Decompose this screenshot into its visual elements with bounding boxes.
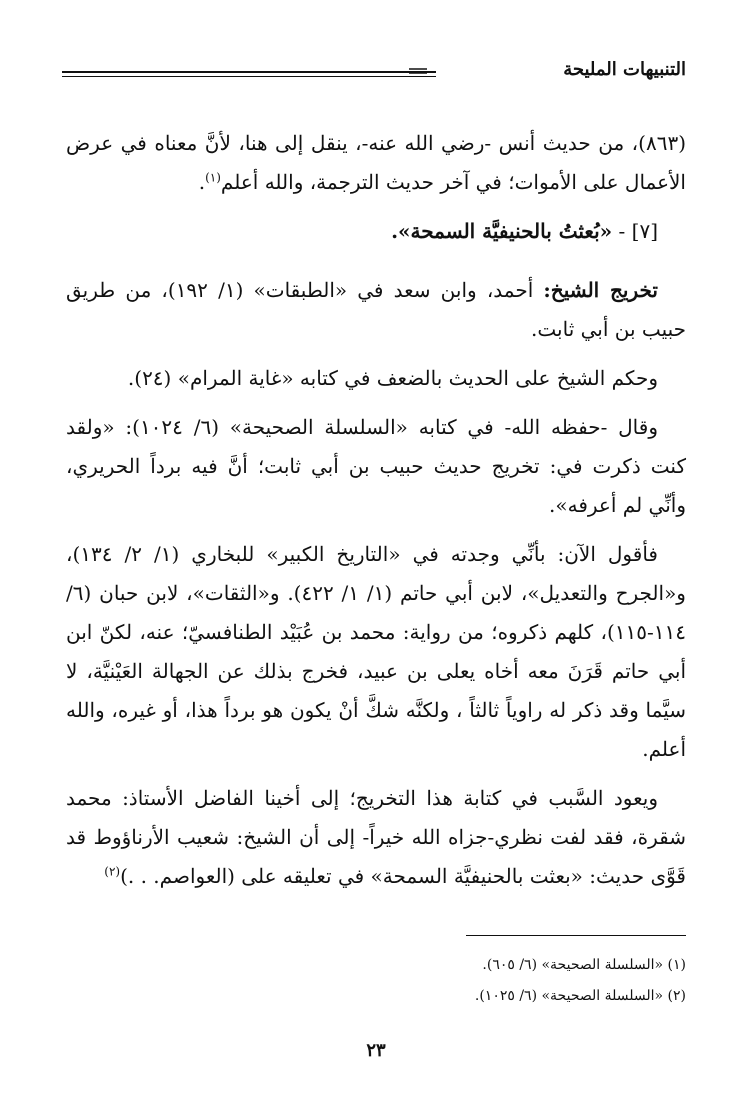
- running-title: التنبيهات المليحة: [563, 59, 686, 80]
- running-header: [62, 56, 686, 88]
- reason-text: ويعود السَّبب في كتابة هذا التخريج؛ إلى أخينا الفاضل الأستاذ: محمد شقرة، فقد لفت نظري-جزاه الله خيراً- إلى أن الشيخ: شعيب الأرناؤوط قد قَوَّى حديث: «بعثت بالحنيفيَّة السمحة» في تعليقه على (العواصم. . .): [66, 786, 686, 888]
- sahiha-quote-text: وقال -حفظه الله- في كتابه «السلسلة الصحيحة» (٦/ ١٠٢٤): «ولقد كنت ذكرت في: تخريج حديث حبيب بن أبي ثابت؛ أنَّ فيه برداً الحريري، وأنِّي لم أعرفه».: [66, 415, 686, 517]
- takhrij-label: تخريج الشيخ:: [543, 278, 658, 302]
- takhrij-paragraph: [66, 271, 686, 349]
- sahiha-quote-paragraph: [66, 408, 686, 525]
- ruling-paragraph: [66, 359, 686, 398]
- now-i-say-paragraph: [66, 535, 686, 769]
- hadith-heading: [66, 212, 686, 251]
- paragraph-1-suffix: .: [198, 170, 206, 194]
- takhrij-text: أحمد، وابن سعد في «الطبقات» (١/ ١٩٢)، من طريق حبيب بن أبي ثابت.: [66, 278, 686, 341]
- header-rule: [62, 71, 436, 73]
- hadith-dash: -: [612, 219, 632, 243]
- footnote-1: (١) «السلسلة الصحيحة» (٦/ ٦٠٥).: [482, 957, 686, 973]
- hadith-number: [٧]: [631, 219, 658, 243]
- footnote-2: (٢) «السلسلة الصحيحة» (٦/ ١٠٢٥).: [474, 988, 686, 1004]
- ruling-text: وحكم الشيخ على الحديث بالضعف في كتابه «غاية المرام» (٢٤).: [127, 366, 658, 390]
- page-number: ٢٣: [366, 1040, 386, 1061]
- footnote-ref-1: (١): [205, 170, 221, 185]
- paragraph-1: [66, 124, 686, 202]
- paragraph-1-text: (٨٦٣)، من حديث أنس -رضي الله عنه-، ينقل إلى هنا، لأنَّ معناه في عرض الأعمال على الأموات؛ في آخر حديث الترجمة، والله أعلم: [66, 131, 686, 194]
- footnote-separator: [466, 935, 686, 936]
- main-text: [66, 124, 686, 906]
- now-i-say-text: فأقول الآن: بأنِّي وجدته في «التاريخ الكبير» للبخاري (١/ ٢/ ١٣٤)، و«الجرح والتعديل»، لابن أبي حاتم (١/ ١/ ٤٢٢). و«الثقات»، لابن حبان (٦/ ١١٤-١١٥)، كلهم ذكروه؛ من رواية: محمد بن عُبَيْد الطنافسيّ؛ عنه، لكنّ ابن أبي حاتم قَرَنَ معه أخاه يعلى بن عبيد، فخرج بذلك عن الجهالة العَيْنيَّة، لا سيَّما وقد ذكر له راوياً ثالثاً ، ولكنَّه شكَّ أنْ يكون هو برداً هذا، أو غيره، والله أعلم.: [66, 542, 686, 761]
- footnote-ref-2: (٢): [104, 864, 121, 879]
- reason-paragraph: [66, 779, 686, 896]
- hadith-title: «بُعثتُ بالحنيفيَّة السمحة».: [391, 219, 613, 243]
- footnotes: [66, 950, 686, 1012]
